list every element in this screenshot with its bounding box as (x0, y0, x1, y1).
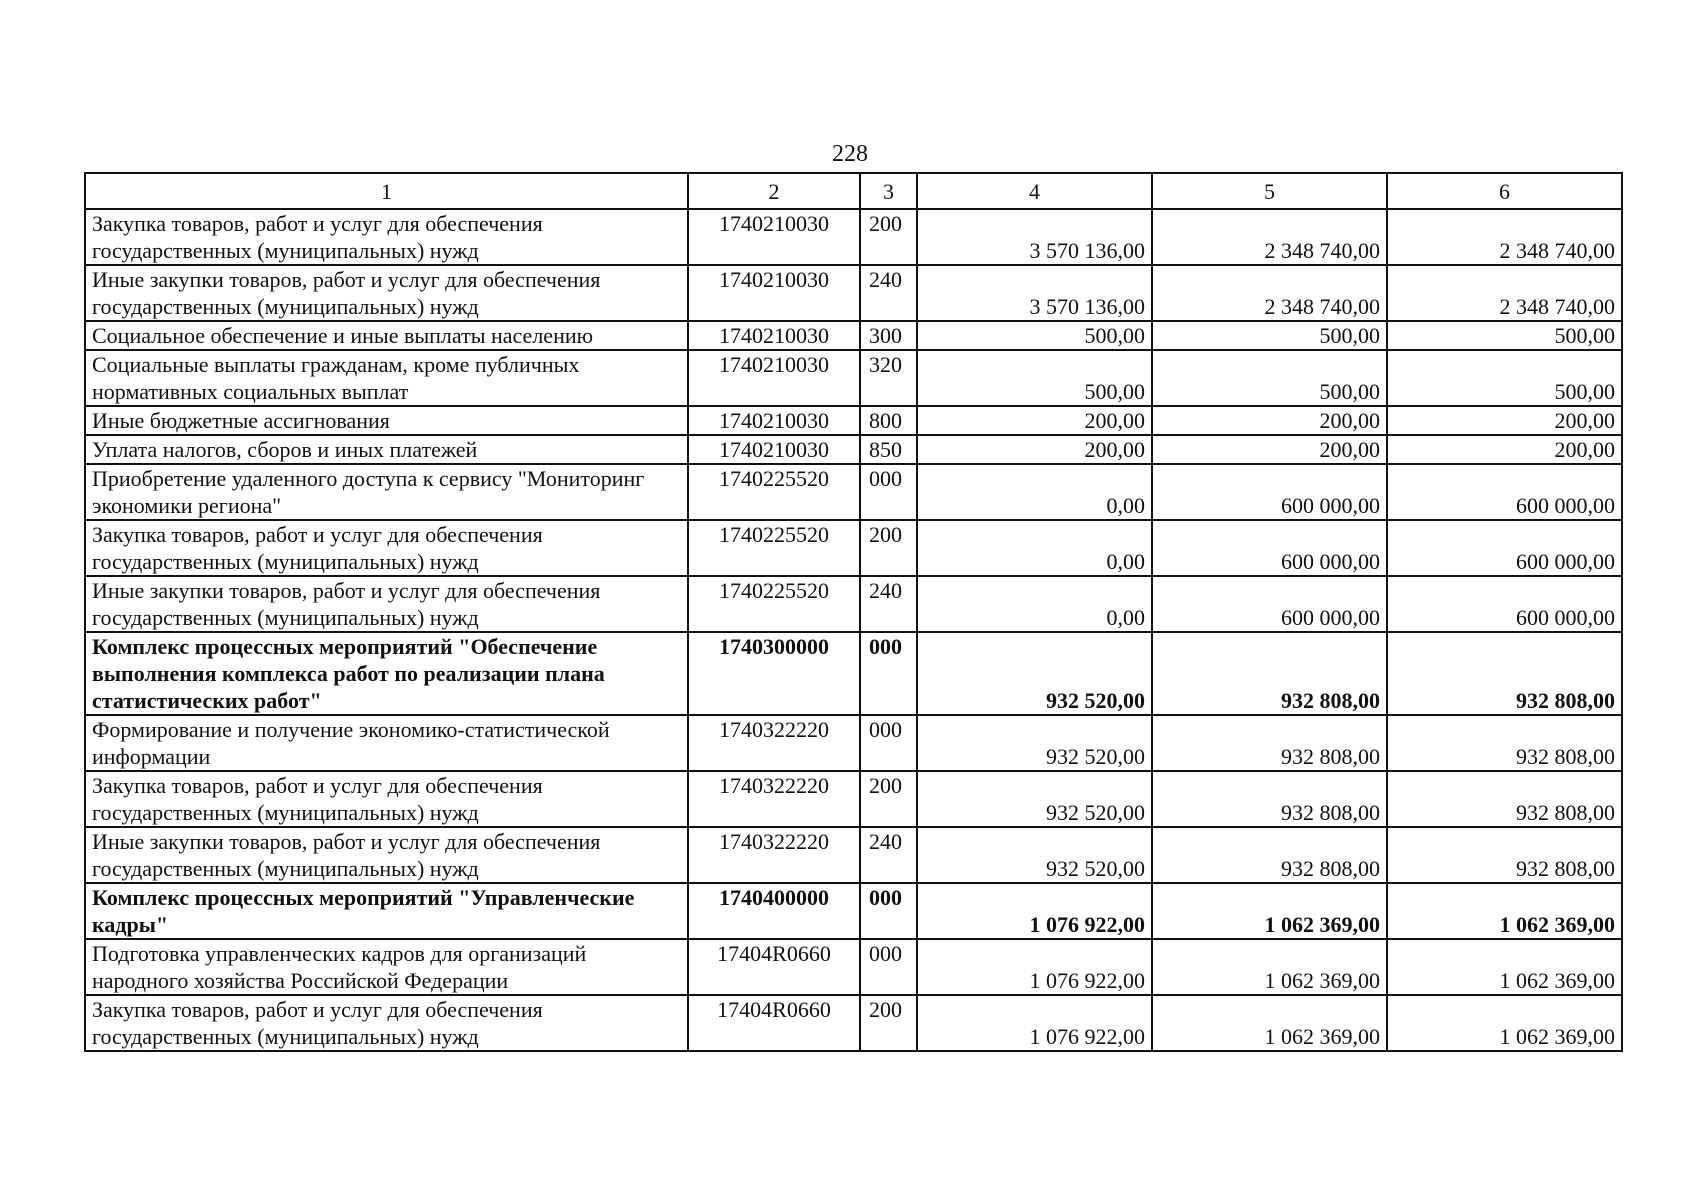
row-value-6: 200,00 (1387, 435, 1622, 464)
row-type: 200 (860, 995, 917, 1051)
row-code: 1740300000 (688, 632, 860, 715)
row-type: 800 (860, 406, 917, 435)
row-code: 1740225520 (688, 576, 860, 632)
row-value-6: 600 000,00 (1387, 520, 1622, 576)
header-cell-3: 3 (860, 173, 917, 209)
table-row (85, 995, 1622, 1051)
row-code: 1740210030 (688, 435, 860, 464)
row-value-6: 2 348 740,00 (1387, 265, 1622, 321)
row-type: 300 (860, 321, 917, 350)
row-code: 1740225520 (688, 464, 860, 520)
header-cell-1: 1 (85, 173, 688, 209)
table-row (85, 632, 1622, 715)
row-value-5: 932 808,00 (1152, 771, 1387, 827)
table-row (85, 209, 1622, 265)
row-name: Формирование и получение экономико-статистической информации (85, 715, 688, 771)
row-type: 200 (860, 520, 917, 576)
row-value-4: 0,00 (917, 520, 1152, 576)
table-row (85, 464, 1622, 520)
row-type: 000 (860, 632, 917, 715)
row-value-5: 500,00 (1152, 350, 1387, 406)
row-code: 1740210030 (688, 350, 860, 406)
row-value-5: 600 000,00 (1152, 464, 1387, 520)
row-value-6: 200,00 (1387, 406, 1622, 435)
table-row (85, 520, 1622, 576)
row-type: 000 (860, 464, 917, 520)
row-value-5: 2 348 740,00 (1152, 209, 1387, 265)
row-value-4: 200,00 (917, 435, 1152, 464)
row-code: 1740322220 (688, 771, 860, 827)
table-row (85, 827, 1622, 883)
row-value-4: 932 520,00 (917, 632, 1152, 715)
row-code: 1740322220 (688, 715, 860, 771)
row-value-5: 1 062 369,00 (1152, 995, 1387, 1051)
row-value-4: 932 520,00 (917, 771, 1152, 827)
table-row (85, 715, 1622, 771)
row-name: Закупка товаров, работ и услуг для обеспечения государственных (муниципальных) нужд (85, 771, 688, 827)
row-code: 1740210030 (688, 406, 860, 435)
row-value-6: 600 000,00 (1387, 464, 1622, 520)
row-type: 240 (860, 576, 917, 632)
row-value-6: 1 062 369,00 (1387, 883, 1622, 939)
table-row (85, 265, 1622, 321)
row-value-5: 600 000,00 (1152, 576, 1387, 632)
row-value-5: 200,00 (1152, 435, 1387, 464)
row-value-6: 500,00 (1387, 321, 1622, 350)
table-row (85, 435, 1622, 464)
row-value-4: 1 076 922,00 (917, 939, 1152, 995)
row-value-4: 500,00 (917, 350, 1152, 406)
row-code: 1740210030 (688, 209, 860, 265)
row-value-4: 3 570 136,00 (917, 209, 1152, 265)
row-value-6: 932 808,00 (1387, 715, 1622, 771)
table-row (85, 406, 1622, 435)
row-value-5: 200,00 (1152, 406, 1387, 435)
row-name: Закупка товаров, работ и услуг для обеспечения государственных (муниципальных) нужд (85, 520, 688, 576)
row-value-5: 2 348 740,00 (1152, 265, 1387, 321)
row-value-6: 1 062 369,00 (1387, 995, 1622, 1051)
table-row (85, 939, 1622, 995)
row-type: 240 (860, 827, 917, 883)
row-type: 850 (860, 435, 917, 464)
table-row (85, 321, 1622, 350)
row-value-4: 932 520,00 (917, 827, 1152, 883)
table-row (85, 576, 1622, 632)
row-value-5: 600 000,00 (1152, 520, 1387, 576)
row-name: Иные закупки товаров, работ и услуг для обеспечения государственных (муниципальных) нужд (85, 827, 688, 883)
row-name: Приобретение удаленного доступа к сервису "Мониторинг экономики региона" (85, 464, 688, 520)
row-value-5: 932 808,00 (1152, 827, 1387, 883)
row-name: Иные закупки товаров, работ и услуг для обеспечения государственных (муниципальных) нужд (85, 265, 688, 321)
row-name: Закупка товаров, работ и услуг для обеспечения государственных (муниципальных) нужд (85, 209, 688, 265)
row-code: 1740210030 (688, 265, 860, 321)
row-value-6: 2 348 740,00 (1387, 209, 1622, 265)
row-name: Иные бюджетные ассигнования (85, 406, 688, 435)
row-value-4: 932 520,00 (917, 715, 1152, 771)
row-type: 000 (860, 715, 917, 771)
row-type: 320 (860, 350, 917, 406)
row-code: 1740400000 (688, 883, 860, 939)
budget-table (84, 172, 1623, 1052)
row-value-4: 1 076 922,00 (917, 883, 1152, 939)
row-code: 1740210030 (688, 321, 860, 350)
page-number: 228 (832, 141, 868, 167)
row-value-4: 3 570 136,00 (917, 265, 1152, 321)
row-code: 1740225520 (688, 520, 860, 576)
row-name: Социальное обеспечение и иные выплаты населению (85, 321, 688, 350)
header-cell-2: 2 (688, 173, 860, 209)
row-value-4: 500,00 (917, 321, 1152, 350)
row-name: Комплекс процессных мероприятий "Обеспечение выполнения комплекса работ по реализации плана статистических работ" (85, 632, 688, 715)
row-name: Подготовка управленческих кадров для организаций народного хозяйства Российской Федерации (85, 939, 688, 995)
row-type: 200 (860, 209, 917, 265)
row-name: Социальные выплаты гражданам, кроме публичных нормативных социальных выплат (85, 350, 688, 406)
header-cell-4: 4 (917, 173, 1152, 209)
row-value-5: 500,00 (1152, 321, 1387, 350)
row-value-4: 1 076 922,00 (917, 995, 1152, 1051)
header-row (85, 173, 1622, 209)
row-code: 17404R0660 (688, 995, 860, 1051)
row-value-5: 1 062 369,00 (1152, 883, 1387, 939)
row-value-6: 932 808,00 (1387, 827, 1622, 883)
row-code: 1740322220 (688, 827, 860, 883)
header-cell-5: 5 (1152, 173, 1387, 209)
row-name: Комплекс процессных мероприятий "Управленческие кадры" (85, 883, 688, 939)
header-cell-6: 6 (1387, 173, 1622, 209)
row-value-5: 932 808,00 (1152, 715, 1387, 771)
row-name: Иные закупки товаров, работ и услуг для обеспечения государственных (муниципальных) нужд (85, 576, 688, 632)
row-value-4: 0,00 (917, 464, 1152, 520)
row-type: 240 (860, 265, 917, 321)
table-row (85, 350, 1622, 406)
row-type: 200 (860, 771, 917, 827)
row-value-6: 1 062 369,00 (1387, 939, 1622, 995)
row-value-4: 200,00 (917, 406, 1152, 435)
row-value-6: 932 808,00 (1387, 632, 1622, 715)
row-value-6: 500,00 (1387, 350, 1622, 406)
row-type: 000 (860, 939, 917, 995)
row-value-5: 932 808,00 (1152, 632, 1387, 715)
table-row (85, 771, 1622, 827)
row-type: 000 (860, 883, 917, 939)
row-value-5: 1 062 369,00 (1152, 939, 1387, 995)
row-name: Уплата налогов, сборов и иных платежей (85, 435, 688, 464)
table-row (85, 883, 1622, 939)
row-value-6: 600 000,00 (1387, 576, 1622, 632)
row-name: Закупка товаров, работ и услуг для обеспечения государственных (муниципальных) нужд (85, 995, 688, 1051)
row-value-4: 0,00 (917, 576, 1152, 632)
row-value-6: 932 808,00 (1387, 771, 1622, 827)
row-code: 17404R0660 (688, 939, 860, 995)
